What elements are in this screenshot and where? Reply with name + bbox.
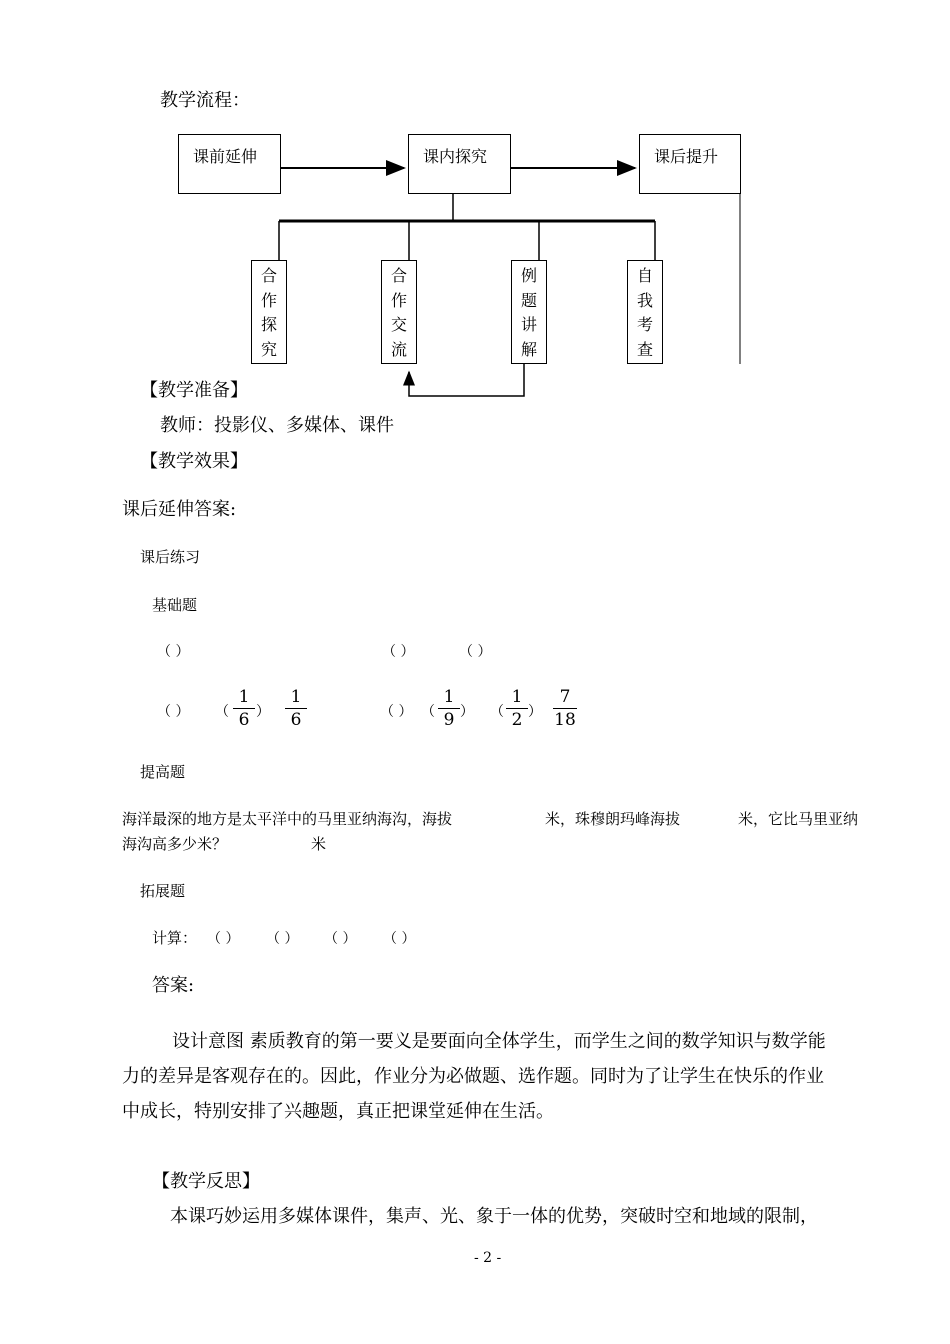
reflect-text: 本课巧妙运用多媒体课件，集声、光、象于一体的优势，突破时空和地域的限制， <box>170 1206 818 1227</box>
sub-box-cooperative-explore <box>251 260 287 364</box>
basic-heading: 基础题 <box>152 596 198 614</box>
sub-char: 探 <box>260 315 277 334</box>
sub-box-self-check <box>627 260 663 364</box>
calc-label: 计算： <box>152 929 198 947</box>
fraction <box>551 687 579 730</box>
reflect-heading: 【教学反思】 <box>152 1171 260 1192</box>
box-in-class-label: 课内探究 <box>423 147 488 166</box>
advanced-line2-a: 海沟高多少米？ <box>122 835 228 853</box>
blank: （ ） <box>157 644 190 660</box>
sub-char: 我 <box>636 290 653 310</box>
box-post-class-label: 课后提升 <box>654 147 719 166</box>
fraction-den: 2 <box>511 710 523 730</box>
paren-close: ） <box>528 704 542 720</box>
sub-char: 查 <box>636 339 653 359</box>
fraction <box>231 687 257 730</box>
fraction-num: 7 <box>559 687 571 707</box>
sub-char: 作 <box>260 290 277 310</box>
sub-char: 究 <box>260 339 277 359</box>
design-line2: 力的差异是客观存在的。因此，作业分为必做题、选作题。同时为了让学生在快乐的作业 <box>122 1066 824 1087</box>
fraction-den: 9 <box>443 710 455 730</box>
answer-label: 答案: <box>152 975 195 996</box>
design-line3: 中成长，特别安排了兴趣题，真正把课堂延伸在生活。 <box>122 1101 554 1122</box>
paren-close: ） <box>460 704 474 720</box>
blank: （ ） <box>382 644 415 660</box>
answers-heading: 课后延伸答案: <box>122 499 237 520</box>
blank: （ ） <box>380 704 413 720</box>
sub-box-example-explain <box>511 260 547 364</box>
fraction-num: 1 <box>290 687 302 707</box>
extension-heading: 拓展题 <box>140 882 186 900</box>
box-post-class <box>639 134 741 194</box>
practice-heading: 课后练习 <box>140 548 201 566</box>
sub-char: 作 <box>390 290 407 310</box>
fraction-num: 1 <box>511 687 523 707</box>
sub-char: 考 <box>636 315 653 334</box>
advanced-line2-b: 米 <box>311 835 327 853</box>
paren-open: （ <box>215 704 229 720</box>
feedback-arrow <box>409 364 524 396</box>
sub-char: 讲 <box>520 315 537 334</box>
box-in-class <box>408 134 511 194</box>
sub-char: 例 <box>520 266 537 285</box>
paren-open: （ <box>490 704 504 720</box>
prep-heading: 【教学准备】 <box>140 380 248 401</box>
effect-heading: 【教学效果】 <box>140 451 248 472</box>
design-line1: 设计意图 素质教育的第一要义是要面向全体学生，而学生之间的数学知识与数学能 <box>172 1031 826 1052</box>
advanced-line1-a: 海洋最深的地方是太平洋中的马里亚纳海沟，海拔 <box>122 810 453 828</box>
sub-char: 合 <box>260 266 277 285</box>
fraction-num: 1 <box>443 687 455 707</box>
fraction-num: 1 <box>238 687 250 707</box>
prep-text: 教师：投影仪、多媒体、课件 <box>160 415 394 436</box>
advanced-line1-b: 米，珠穆朗玛峰海拔 <box>545 810 681 828</box>
flow-heading: 教学流程： <box>160 90 250 111</box>
sub-char: 合 <box>390 266 407 285</box>
advanced-heading: 提高题 <box>140 763 186 781</box>
fraction <box>504 687 530 730</box>
blank: （ ） <box>207 931 240 947</box>
sub-box-cooperative-exchange <box>381 260 417 364</box>
sub-char: 交 <box>390 315 407 334</box>
page-number: - 2 - <box>474 1250 502 1266</box>
blank: （ ） <box>157 704 190 720</box>
fraction-den: 6 <box>290 710 302 730</box>
sub-char: 题 <box>520 290 537 310</box>
sub-char: 流 <box>390 339 407 359</box>
fraction <box>283 687 309 730</box>
blank: （ ） <box>266 931 299 947</box>
fraction <box>436 687 462 730</box>
blank: （ ） <box>324 931 357 947</box>
sub-char: 自 <box>636 266 653 285</box>
box-pre-class <box>178 134 281 194</box>
paren-close: ） <box>256 704 270 720</box>
fraction-den: 18 <box>554 710 576 730</box>
blank: （ ） <box>459 644 492 660</box>
sub-char: 解 <box>520 339 537 359</box>
blank: （ ） <box>383 931 416 947</box>
paren-open: （ <box>421 704 435 720</box>
flowchart-connectors <box>0 0 950 420</box>
fraction-den: 6 <box>238 710 250 730</box>
advanced-line1-c: 米，它比马里亚纳 <box>738 810 859 828</box>
box-pre-class-label: 课前延伸 <box>193 147 258 166</box>
